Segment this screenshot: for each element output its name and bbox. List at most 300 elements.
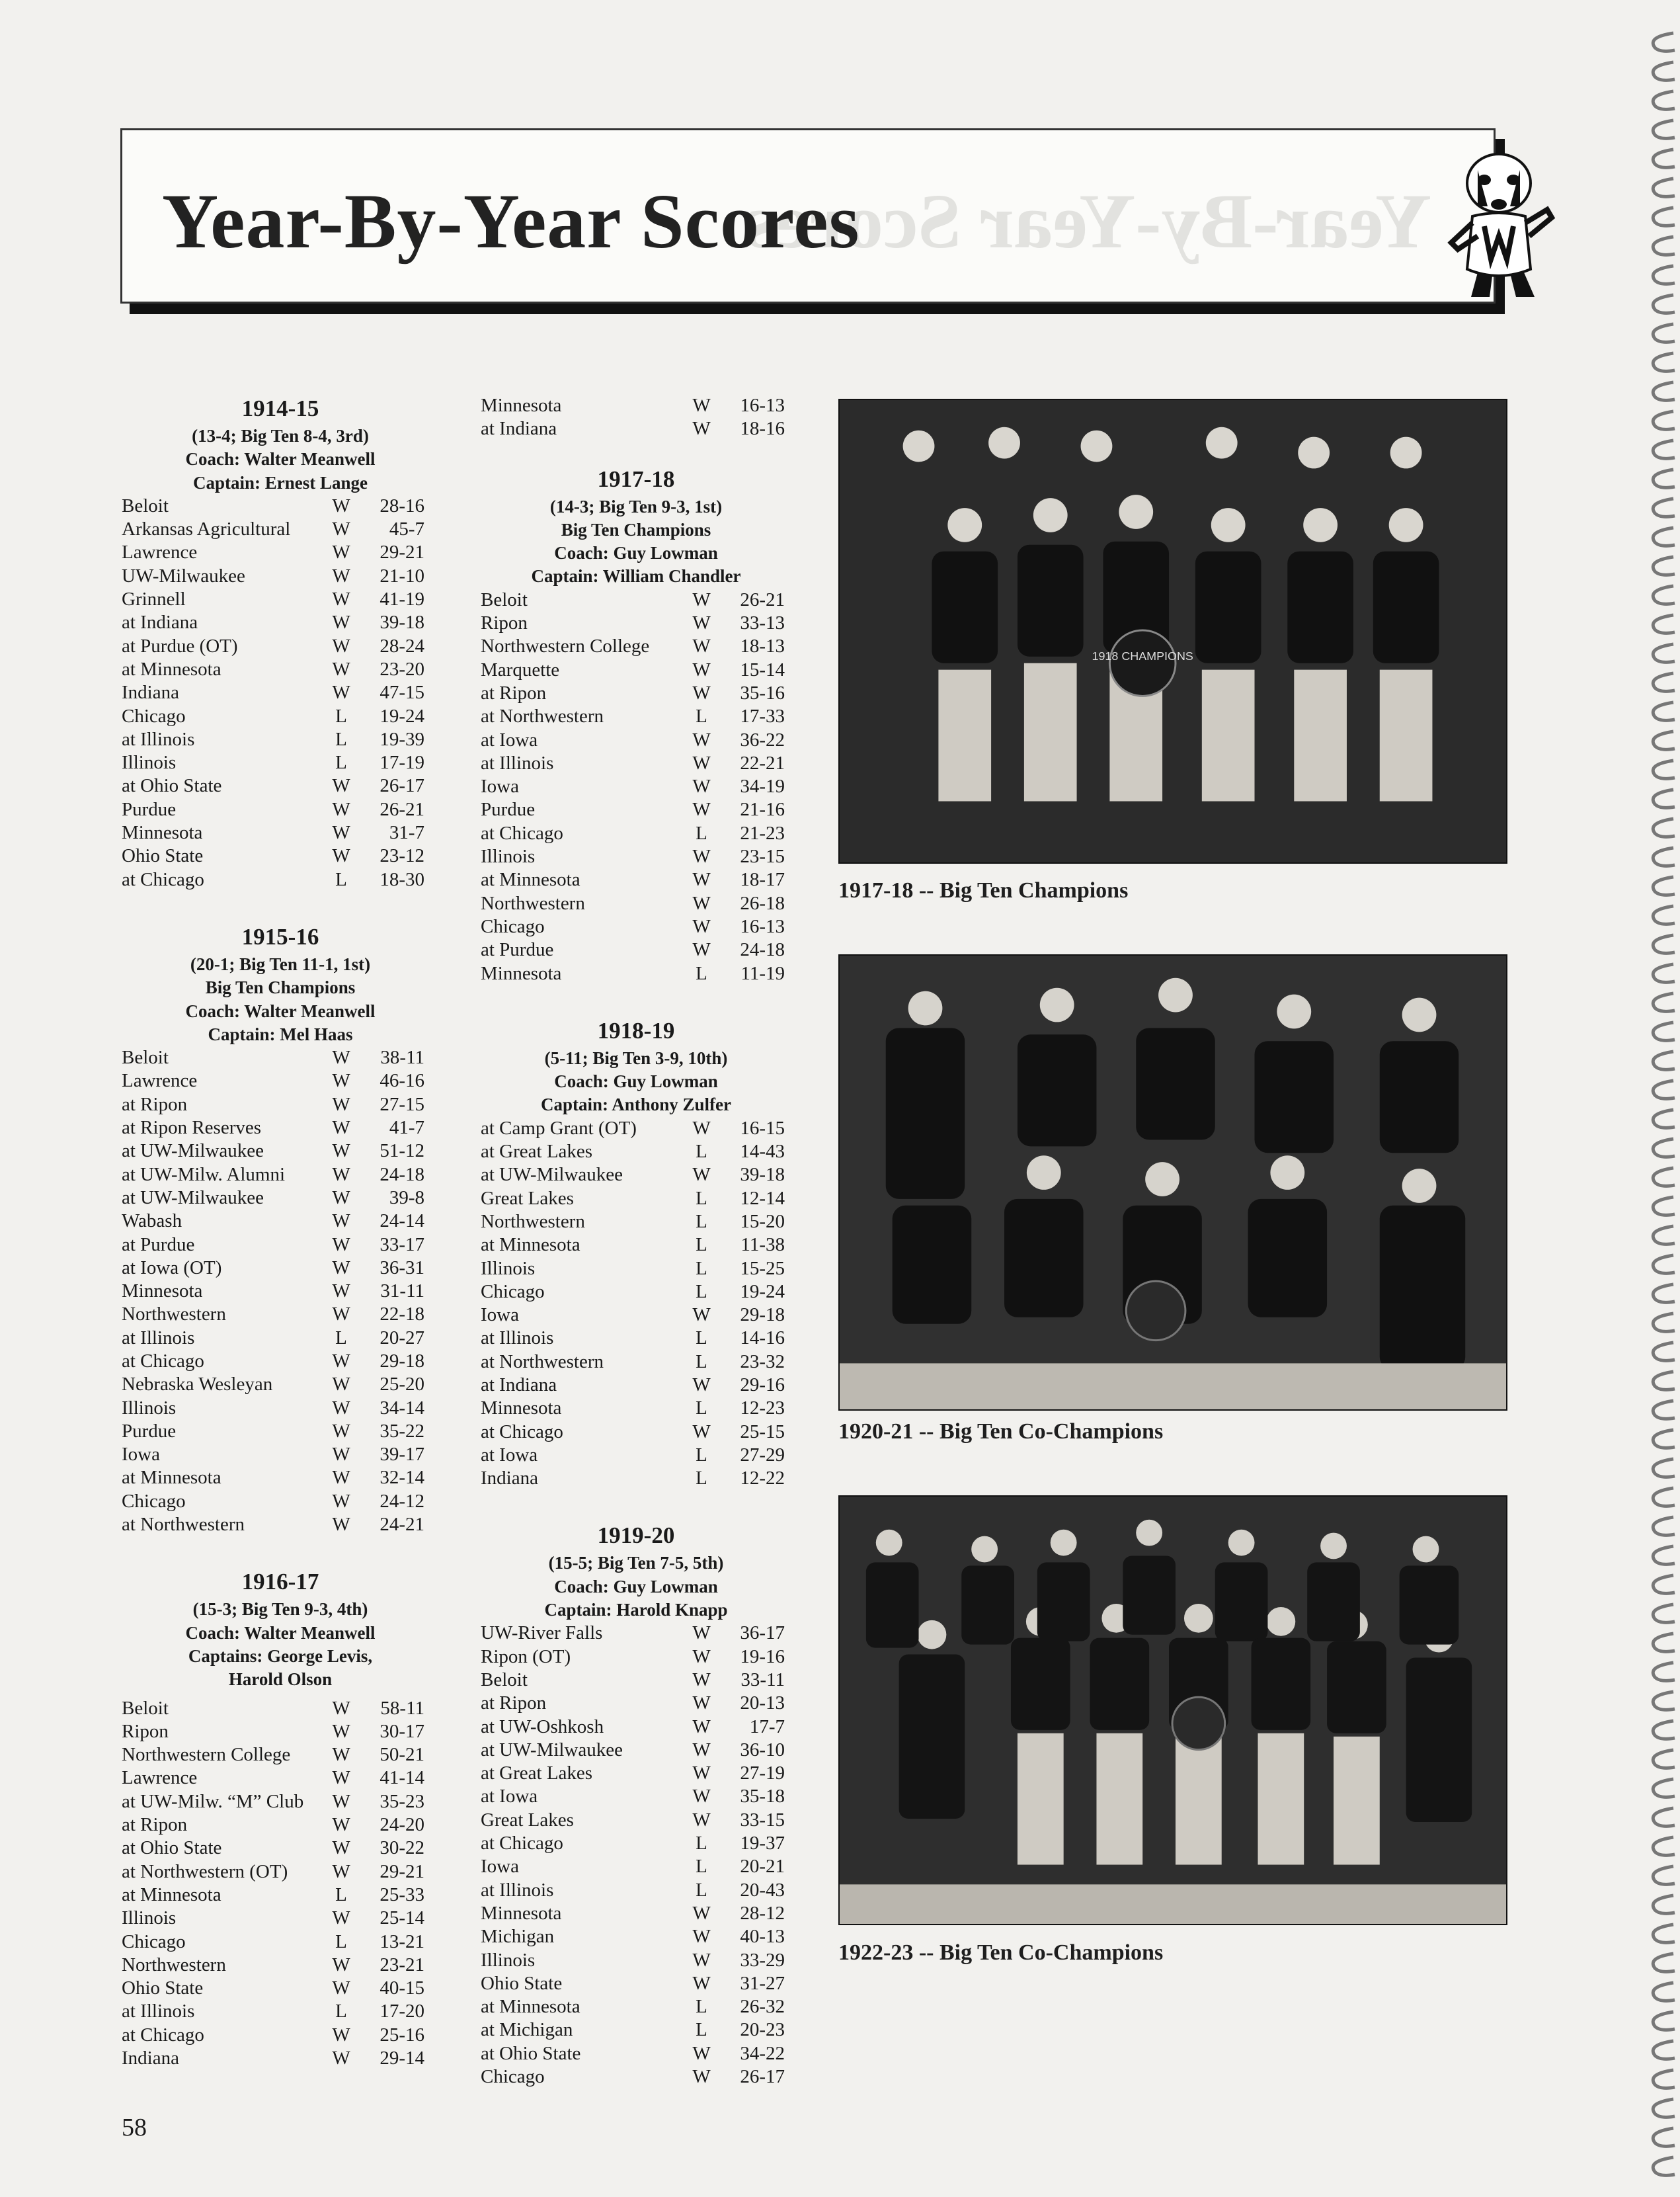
game-opponent: at Indiana (122, 612, 198, 634)
game-score: 12-14 (740, 1187, 785, 1209)
game-opponent: Purdue (122, 1420, 177, 1442)
game-score: 19-24 (380, 705, 424, 727)
game-score: 11-19 (740, 962, 785, 984)
game-row (481, 1117, 791, 1140)
game-result: W (692, 1972, 711, 1994)
game-row (481, 1163, 791, 1186)
game-score: 39-17 (380, 1444, 424, 1466)
season-captain: Captain: Harold Knapp (544, 1600, 728, 1620)
spiral-binding-icon (1640, 26, 1680, 2182)
game-opponent: at Chicago (122, 868, 204, 890)
game-score: 24-14 (380, 1210, 424, 1232)
game-opponent: Lawrence (122, 1070, 198, 1092)
game-result: W (332, 1210, 350, 1232)
game-opponent: at UW-Oshkosh (481, 1716, 604, 1737)
game-result: L (696, 1468, 707, 1489)
game-score: 16-13 (740, 395, 785, 416)
game-result: W (692, 395, 711, 416)
game-row (122, 1837, 439, 1860)
game-score: 14-43 (740, 1141, 785, 1163)
team-photo-image (840, 956, 1506, 1409)
game-score: 26-21 (740, 589, 785, 610)
game-opponent: at UW-Milwaukee (122, 1140, 264, 1162)
game-score: 33-11 (740, 1669, 785, 1690)
game-result: W (332, 2024, 350, 2046)
game-opponent: at Iowa (481, 729, 538, 751)
game-score: 58-11 (380, 1697, 424, 1719)
game-opponent: Minnesota (481, 395, 562, 416)
game-result: W (692, 1809, 711, 1831)
game-opponent: at Indiana (481, 418, 557, 440)
title-bleedthrough: Year-By-Year Scores (746, 178, 1431, 265)
game-row (481, 868, 791, 891)
game-row (122, 868, 439, 891)
game-score: 27-15 (380, 1093, 424, 1115)
season-coach: Coach: Guy Lowman (554, 1576, 718, 1596)
game-result: W (692, 729, 711, 751)
game-score: 31-11 (380, 1280, 424, 1302)
game-list (122, 1697, 439, 2071)
game-opponent: Beloit (481, 1669, 528, 1690)
game-result: W (692, 846, 711, 868)
game-opponent: Nebraska Wesleyan (122, 1374, 273, 1395)
season-coach: Coach: Walter Meanwell (185, 1001, 376, 1021)
game-row (481, 1421, 791, 1444)
game-opponent: at Ripon Reserves (122, 1117, 262, 1139)
game-opponent: Chicago (481, 2066, 545, 2087)
game-opponent: Ripon (481, 612, 528, 634)
game-opponent: at Chicago (122, 1350, 204, 1372)
game-score: 24-18 (740, 939, 785, 961)
game-score: 23-12 (380, 845, 424, 867)
game-result: W (692, 1622, 711, 1644)
game-opponent: at Ripon (122, 1093, 188, 1115)
game-score: 30-22 (380, 1837, 424, 1859)
game-row (122, 728, 439, 751)
game-score: 27-19 (740, 1762, 785, 1784)
game-row (122, 821, 439, 845)
game-score: 34-19 (740, 776, 785, 798)
game-score: 17-33 (740, 706, 785, 727)
game-score: 35-22 (380, 1420, 424, 1442)
game-result: W (332, 1374, 350, 1395)
game-opponent: Northwestern (122, 1304, 226, 1325)
game-list (481, 394, 791, 441)
game-result: L (696, 1141, 707, 1163)
game-score: 24-20 (380, 1814, 424, 1836)
season-year: 1918-19 (597, 1017, 675, 1044)
game-row (122, 1069, 439, 1093)
game-result: W (692, 799, 711, 821)
game-score: 20-23 (740, 2019, 785, 2041)
game-result: W (332, 1467, 350, 1489)
game-row (122, 1163, 439, 1186)
game-score: 27-29 (740, 1444, 785, 1466)
game-opponent: Iowa (481, 1304, 519, 1326)
game-result: W (692, 869, 711, 891)
game-row (122, 635, 439, 658)
game-score: 24-18 (380, 1163, 424, 1185)
season-1916-17 (122, 1567, 439, 2070)
game-result: W (332, 1397, 350, 1419)
game-row (122, 1210, 439, 1233)
game-opponent: Illinois (481, 1949, 536, 1971)
game-result: L (696, 1280, 707, 1302)
game-score: 14-16 (740, 1327, 785, 1349)
game-opponent: Arkansas Agricultural (122, 518, 291, 540)
game-result: L (696, 2019, 707, 2041)
game-score: 24-21 (380, 1514, 424, 1536)
game-row (481, 892, 791, 915)
game-opponent: at Iowa (OT) (122, 1257, 222, 1278)
game-score: 11-38 (740, 1234, 785, 1256)
game-opponent: at Illinois (481, 752, 554, 774)
game-list (122, 495, 439, 891)
game-opponent: Minnesota (481, 962, 562, 984)
game-opponent: at Ripon (481, 682, 547, 704)
game-opponent: Great Lakes (481, 1187, 574, 1209)
game-result: L (335, 2001, 347, 2022)
game-result: W (692, 612, 711, 634)
game-row (122, 658, 439, 681)
game-opponent: Ripon (122, 1720, 169, 1742)
team-photo-image (840, 400, 1506, 862)
season-captain-cont: Harold Olson (228, 1669, 333, 1690)
game-row (481, 1832, 791, 1855)
game-result: W (332, 1720, 350, 1742)
game-score: 22-21 (740, 752, 785, 774)
game-opponent: Purdue (122, 798, 177, 820)
game-score: 34-14 (380, 1397, 424, 1419)
game-opponent: Indiana (122, 2048, 179, 2069)
game-opponent: Purdue (481, 799, 536, 821)
game-score: 30-17 (380, 1720, 424, 1742)
game-row (481, 1140, 791, 1163)
game-row (481, 1669, 791, 1692)
game-row (481, 915, 791, 938)
game-opponent: Beloit (122, 495, 169, 517)
game-result: L (335, 868, 347, 890)
game-score: 34-22 (740, 2042, 785, 2064)
game-result: L (696, 822, 707, 844)
game-score: 16-15 (740, 1117, 785, 1139)
game-score: 29-14 (380, 2048, 424, 2069)
season-1919-20 (481, 1521, 791, 2089)
game-row (481, 417, 791, 440)
season-honor: Big Ten Champions (561, 519, 711, 540)
game-opponent: at Minnesota (481, 869, 580, 891)
game-opponent: UW-River Falls (481, 1622, 603, 1644)
game-opponent: Illinois (122, 1907, 177, 1929)
team-photo-1920-21 (838, 954, 1507, 1411)
game-score: 23-15 (740, 846, 785, 868)
game-row (122, 1697, 439, 1720)
game-row (481, 2042, 791, 2065)
game-score: 19-24 (740, 1280, 785, 1302)
game-opponent: Beloit (122, 1697, 169, 1719)
game-opponent: Beloit (481, 589, 528, 610)
game-row (481, 822, 791, 845)
game-score: 26-17 (380, 775, 424, 797)
game-result: W (692, 1117, 711, 1139)
game-row (122, 1790, 439, 1813)
game-opponent: Chicago (481, 1280, 545, 1302)
game-score: 25-15 (740, 1421, 785, 1442)
game-score: 25-14 (380, 1907, 424, 1929)
scores-column-middle (481, 394, 791, 2120)
game-row (481, 1739, 791, 1762)
game-opponent: UW-Milwaukee (122, 565, 245, 587)
game-row (122, 1373, 439, 1396)
game-opponent: Minnesota (122, 822, 203, 844)
game-score: 41-19 (380, 589, 424, 610)
game-opponent: Indiana (481, 1468, 538, 1489)
game-score: 17-19 (380, 752, 424, 774)
season-1916-17-continued (481, 394, 791, 441)
game-row (122, 1490, 439, 1513)
season-captain: Captains: George Levis, (188, 1645, 373, 1666)
season-record: (15-5; Big Ten 7-5, 5th) (548, 1553, 724, 1573)
game-row (481, 1374, 791, 1397)
game-result: W (332, 589, 350, 610)
game-row (122, 1327, 439, 1350)
game-opponent: Illinois (481, 846, 536, 868)
game-row (122, 1186, 439, 1210)
game-score: 51-12 (380, 1140, 424, 1162)
game-row (122, 1860, 439, 1884)
game-result: W (692, 752, 711, 774)
season-record: (15-3; Big Ten 9-3, 4th) (192, 1599, 368, 1620)
game-opponent: Northwestern College (481, 636, 650, 657)
season-1918-19 (481, 1016, 791, 1491)
game-result: W (692, 1902, 711, 1924)
game-result: W (332, 1350, 350, 1372)
game-row (122, 1233, 439, 1257)
game-opponent: Great Lakes (481, 1809, 574, 1831)
game-row (481, 589, 791, 612)
game-row (481, 962, 791, 985)
season-year: 1914-15 (241, 395, 319, 421)
game-result: L (335, 705, 347, 727)
game-list (122, 1046, 439, 1536)
game-score: 15-25 (740, 1257, 785, 1279)
game-opponent: at Illinois (122, 728, 195, 750)
game-result: W (692, 1421, 711, 1442)
game-score: 35-16 (740, 682, 785, 704)
game-score: 25-33 (380, 1884, 424, 1905)
game-row (481, 1879, 791, 1902)
game-opponent: at Northwestern (122, 1514, 245, 1536)
game-row (122, 845, 439, 868)
game-row (481, 845, 791, 868)
season-1917-18 (481, 465, 791, 985)
game-opponent: Northwestern (481, 1210, 585, 1232)
game-row (481, 1972, 791, 1995)
season-record: (5-11; Big Ten 3-9, 10th) (544, 1048, 728, 1068)
game-result: W (332, 1514, 350, 1536)
game-opponent: at Ohio State (122, 775, 222, 797)
game-score: 19-16 (740, 1645, 785, 1667)
game-row (481, 1645, 791, 1669)
game-result: L (696, 1327, 707, 1349)
game-opponent: Ohio State (481, 1972, 563, 1994)
game-opponent: Minnesota (481, 1397, 562, 1419)
game-score: 21-10 (380, 565, 424, 587)
game-result: W (692, 1374, 711, 1395)
game-score: 29-16 (740, 1374, 785, 1395)
game-result: W (332, 1140, 350, 1162)
game-opponent: at Chicago (481, 822, 563, 844)
game-score: 39-18 (740, 1164, 785, 1186)
game-result: W (332, 1790, 350, 1812)
game-opponent: at Camp Grant (OT) (481, 1117, 637, 1139)
game-opponent: at Illinois (481, 1327, 554, 1349)
game-result: W (692, 1949, 711, 1971)
game-result: W (332, 1117, 350, 1139)
game-row (481, 1467, 791, 1490)
game-result: W (332, 1093, 350, 1115)
game-row (122, 2024, 439, 2047)
game-opponent: at Purdue (122, 1233, 195, 1255)
game-row (122, 1907, 439, 1930)
game-result: W (332, 1490, 350, 1512)
season-honor: Big Ten Champions (205, 977, 356, 998)
game-result: W (332, 1304, 350, 1325)
game-row (481, 798, 791, 821)
game-row (122, 1954, 439, 1977)
game-row (481, 1762, 791, 1785)
game-row (122, 1303, 439, 1326)
game-result: W (332, 1444, 350, 1466)
game-opponent: Northwestern College (122, 1744, 291, 1766)
season-captain: Captain: William Chandler (531, 566, 741, 587)
season-year: 1915-16 (241, 923, 319, 950)
game-opponent: Marquette (481, 659, 560, 681)
game-score: 46-16 (380, 1070, 424, 1092)
game-opponent: at Purdue (OT) (122, 635, 238, 657)
game-result: W (332, 1837, 350, 1859)
game-row (122, 1350, 439, 1373)
game-score: 36-17 (740, 1622, 785, 1644)
game-result: W (692, 1926, 711, 1948)
game-score: 19-39 (380, 728, 424, 750)
game-score: 45-7 (389, 518, 424, 540)
game-result: W (332, 542, 350, 563)
game-opponent: Grinnell (122, 589, 186, 610)
game-opponent: at Iowa (481, 1444, 538, 1466)
game-row (481, 1622, 791, 1645)
game-opponent: Northwestern (122, 1954, 226, 1975)
game-list (481, 1117, 791, 1491)
game-result: W (332, 1860, 350, 1882)
game-row (122, 705, 439, 728)
game-result: W (332, 682, 350, 704)
season-year: 1917-18 (597, 466, 675, 492)
game-row (122, 1813, 439, 1837)
team-photo-image (840, 1497, 1506, 1924)
game-result: W (692, 1692, 711, 1714)
game-result: L (696, 1210, 707, 1232)
game-row (122, 1046, 439, 1069)
game-score: 16-13 (740, 915, 785, 937)
game-result: L (696, 1856, 707, 1878)
game-row (481, 1692, 791, 1715)
game-opponent: at UW-Milwaukee (122, 1186, 264, 1208)
game-result: W (332, 1954, 350, 1975)
game-result: W (692, 589, 711, 610)
game-score: 39-8 (389, 1186, 424, 1208)
season-coach: Coach: Walter Meanwell (185, 1622, 376, 1643)
game-score: 21-16 (740, 799, 785, 821)
game-opponent: at Minnesota (481, 1234, 580, 1256)
game-result: W (332, 1814, 350, 1836)
game-row (122, 2047, 439, 2070)
game-result: W (692, 2042, 711, 2064)
photo-caption-1917-18: 1917-18 -- Big Ten Champions (838, 878, 1129, 903)
game-score: 20-43 (740, 1879, 785, 1901)
game-result: W (332, 1233, 350, 1255)
scores-column-left (122, 394, 439, 2101)
game-row (122, 1930, 439, 1954)
game-result: W (692, 1739, 711, 1761)
page-number: 58 (122, 2114, 147, 2141)
game-row (481, 1280, 791, 1304)
game-row (481, 1257, 791, 1280)
game-row (481, 1925, 791, 1948)
game-result: W (332, 1047, 350, 1069)
game-score: 28-12 (740, 1902, 785, 1924)
game-result: W (332, 1697, 350, 1719)
page-title: Year-By-Year Scores (162, 178, 860, 265)
game-opponent: at UW-Milw. “M” Club (122, 1790, 304, 1812)
game-score: 17-20 (380, 2001, 424, 2022)
game-opponent: Iowa (122, 1444, 160, 1466)
game-score: 26-17 (740, 2066, 785, 2087)
game-score: 18-16 (740, 418, 785, 440)
game-result: W (332, 1907, 350, 1929)
game-opponent: Iowa (481, 776, 519, 798)
game-row (122, 1466, 439, 1489)
game-row (481, 752, 791, 775)
game-opponent: at Illinois (481, 1879, 554, 1901)
game-score: 28-16 (380, 495, 424, 517)
game-row (481, 1444, 791, 1467)
game-opponent: at Chicago (122, 2024, 204, 2046)
game-result: W (332, 1257, 350, 1278)
game-opponent: at Ohio State (122, 1837, 222, 1859)
game-row (122, 2000, 439, 2023)
game-row (481, 938, 791, 962)
game-score: 12-22 (740, 1468, 785, 1489)
game-opponent: Illinois (122, 752, 177, 774)
game-score: 47-15 (380, 682, 424, 704)
game-score: 40-15 (380, 1977, 424, 1999)
game-row (481, 394, 791, 417)
game-opponent: Indiana (122, 682, 179, 704)
game-score: 29-21 (380, 542, 424, 563)
game-row (122, 751, 439, 774)
game-result: W (692, 1645, 711, 1667)
game-result: W (332, 495, 350, 517)
game-result: L (696, 1350, 707, 1372)
game-result: W (332, 565, 350, 587)
game-row (122, 1977, 439, 2000)
game-result: W (332, 635, 350, 657)
game-row (122, 1116, 439, 1140)
game-opponent: at Northwestern (OT) (122, 1860, 288, 1882)
game-row (122, 541, 439, 564)
game-result: W (692, 1786, 711, 1807)
